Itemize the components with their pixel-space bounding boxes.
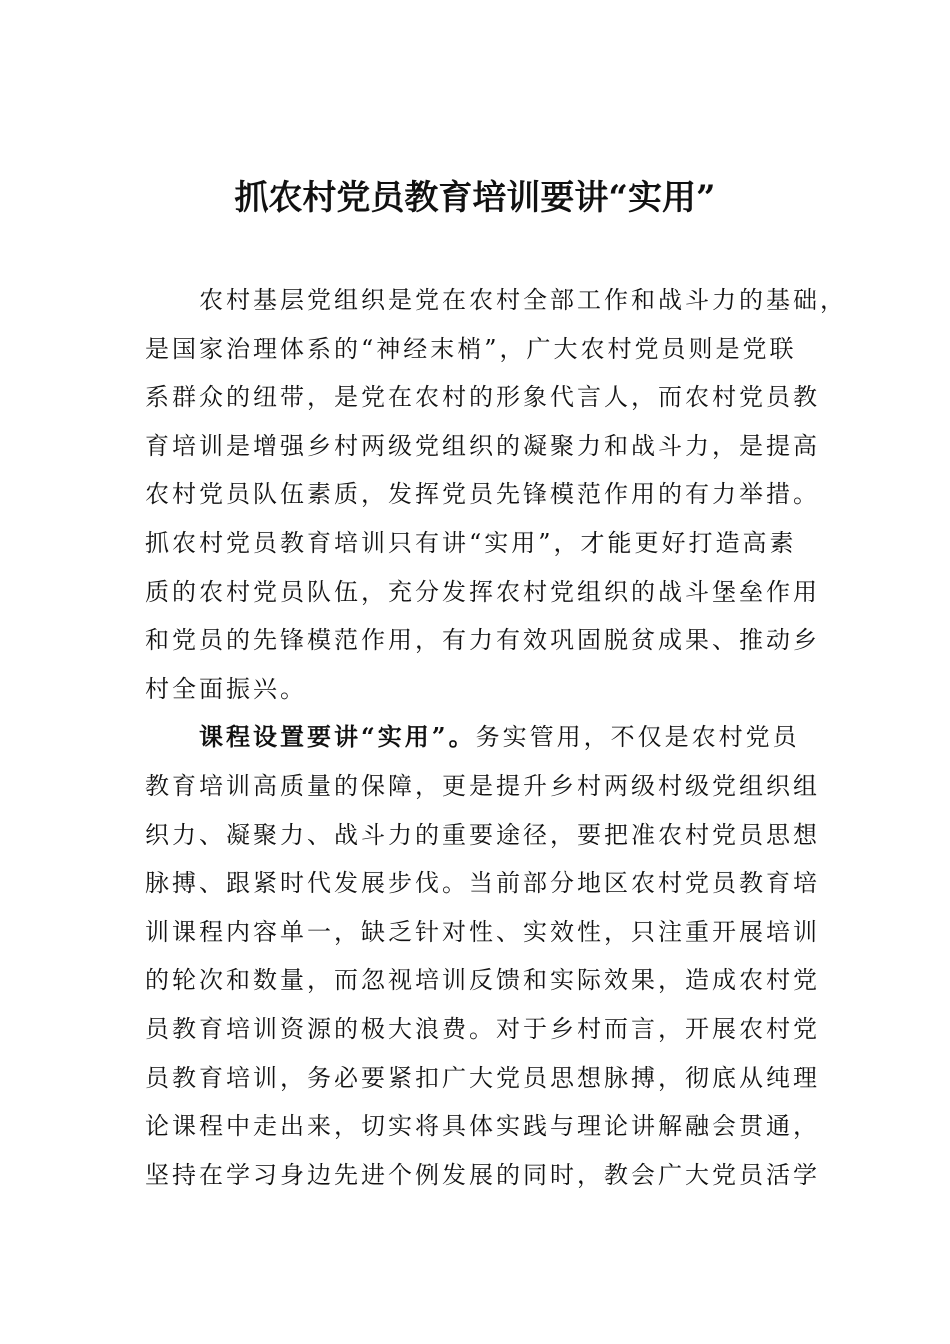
- paragraph-2-line-10: 坚持在学习身边先进个例发展的同时，教会广大党员活学: [145, 1160, 820, 1189]
- paragraph-1-line-7: 质的农村党员队伍，充分发挥农村党组织的战斗堡垒作用: [145, 577, 820, 606]
- paragraph-1-line-2: 是国家治理体系的“神经末梢”，广大农村党员则是党联: [145, 334, 797, 363]
- paragraph-2-line-5: 训课程内容单一，缺乏针对性、实效性，只注重开展培训: [145, 917, 820, 946]
- paragraph-1-line-9: 村全面振兴。: [145, 674, 307, 703]
- paragraph-1-line-4: 育培训是增强乡村两级党组织的凝聚力和战斗力，是提高: [145, 431, 820, 460]
- document-body: [145, 276, 847, 1199]
- paragraph-2-line-6: 的轮次和数量，而忽视培训反馈和实际效果，造成农村党: [145, 966, 820, 995]
- paragraph-2-line-1: [145, 713, 815, 762]
- paragraph-2-line-7: 员教育培训资源的极大浪费。对于乡村而言，开展农村党: [145, 1014, 820, 1043]
- paragraph-1-line-3: 系群众的纽带，是党在农村的形象代言人，而农村党员教: [145, 383, 820, 412]
- paragraph-2-line-4: 脉搏、跟紧时代发展步伐。当前部分地区农村党员教育培: [145, 869, 820, 898]
- paragraph-2-line-2: 教育培训高质量的保障，更是提升乡村两级村级党组织组: [145, 771, 820, 800]
- paragraph-2-line-3: 织力、凝聚力、战斗力的重要途径，要把准农村党员思想: [145, 820, 820, 849]
- paragraph-2-line-8: 员教育培训，务必要紧扣广大党员思想脉搏，彻底从纯理: [145, 1063, 820, 1092]
- paragraph-1-line-5: 农村党员队伍素质，发挥党员先锋模范作用的有力举措。: [145, 480, 820, 509]
- paragraph-1-line-6: 抓农村党员教育培训只有讲“实用”，才能更好打造高素: [145, 528, 797, 557]
- paragraph-2-line-1-text: 务实管用，不仅是农村党员: [475, 723, 800, 752]
- paragraph-2-line-9: 论课程中走出来，切实将具体实践与理论讲解融会贯通，: [145, 1112, 820, 1141]
- document-title: 抓农村党员教育培训要讲“实用”: [234, 178, 716, 218]
- paragraph-1-line-8: 和党员的先锋模范作用，有力有效巩固脱贫成果、推动乡: [145, 626, 820, 655]
- section-heading: 课程设置要讲“实用”。: [199, 722, 476, 752]
- paragraph-1-line-1: 农村基层党组织是党在农村全部工作和战斗力的基础，: [199, 286, 847, 314]
